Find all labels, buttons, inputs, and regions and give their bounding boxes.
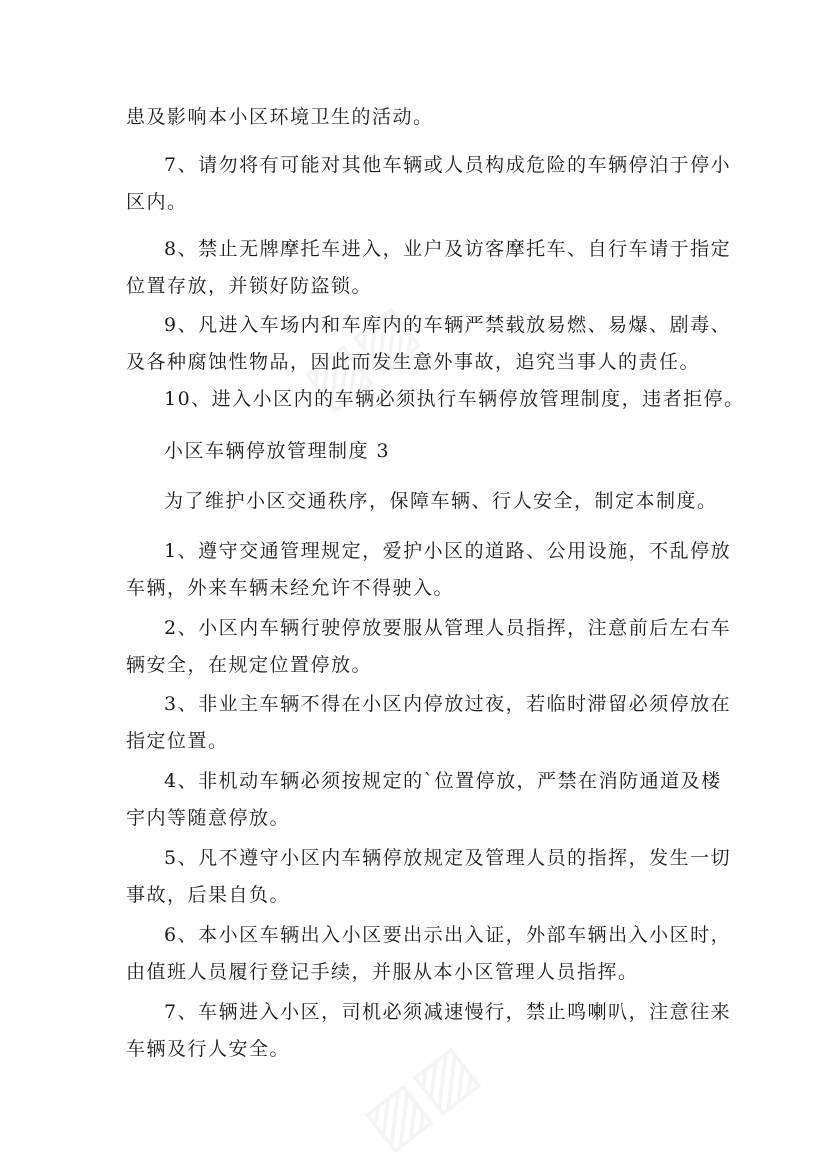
text-line: 9、凡进入车场内和车库内的车辆严禁载放易燃、易爆、剧毒、 <box>164 314 732 336</box>
text-line: 5、凡不遵守小区内车辆停放规定及管理人员的指挥，发生一切 <box>164 847 732 869</box>
paragraph-intro <box>126 483 726 520</box>
text-line: 辆安全，在规定位置停放。 <box>126 654 373 676</box>
text-line: 1、遵守交通管理规定，爱护小区的道路、公用设施，不乱停放 <box>164 540 732 562</box>
text-line: 8、禁止无牌摩托车进入，业户及访客摩托车、自行车请于指定 <box>164 238 732 260</box>
paragraph-rule-2 <box>126 610 732 684</box>
text-line: 患及影响本小区环境卫生的活动。 <box>126 106 434 128</box>
text-line: 7、车辆进入小区，司机必须减速慢行，禁止鸣喇叭，注意往来 <box>164 1001 732 1023</box>
text-line: 2、小区内车辆行驶停放要服从管理人员指挥，注意前后左右车 <box>164 617 732 639</box>
text-line: 事故，后果自负。 <box>126 884 291 906</box>
paragraph-continuation <box>126 99 726 136</box>
text-line: 车辆，外来车辆未经允许不得驶入。 <box>126 577 455 599</box>
text-line: 指定位置。 <box>126 730 229 752</box>
text-line: 车辆及行人安全。 <box>126 1038 291 1060</box>
text-line: 6、本小区车辆出入小区要出示出入证，外部车辆出入小区时， <box>164 924 732 946</box>
text-line: 及各种腐蚀性物品，因此而发生意外事故，追究当事人的责任。 <box>126 351 701 373</box>
paragraph-rule-5 <box>126 840 732 914</box>
paragraph-rule-1 <box>126 533 732 607</box>
text-line: 4、非机动车辆必须按规定的`位置停放，严禁在消防通道及楼 <box>164 770 722 792</box>
text-line: 宇内等随意停放。 <box>126 807 291 829</box>
paragraph-rule-6 <box>126 917 732 991</box>
section-heading <box>126 433 726 470</box>
text-line: 小区车辆停放管理制度 3 <box>164 440 391 462</box>
text-line: 为了维护小区交通秩序，保障车辆、行人安全，制定本制度。 <box>164 490 718 512</box>
paragraph-item-7 <box>126 147 732 221</box>
watermark: ▨▨ <box>290 290 431 424</box>
paragraph-item-9 <box>126 307 732 381</box>
watermark: ▨▨ <box>350 1030 491 1164</box>
text-line: 7、请勿将有可能对其他车辆或人员构成危险的车辆停泊于停小 <box>164 154 732 176</box>
text-line: 区内。 <box>126 191 188 213</box>
paragraph-rule-4 <box>126 763 726 837</box>
paragraph-item-10 <box>126 381 745 418</box>
paragraph-rule-7 <box>126 994 732 1068</box>
text-line: 3、非业主车辆不得在小区内停放过夜，若临时滞留必须停放在 <box>164 693 732 715</box>
text-line: 由值班人员履行登记手续，并服从本小区管理人员指挥。 <box>126 961 639 983</box>
paragraph-item-8 <box>126 231 732 305</box>
text-line: 位置存放，并锁好防盗锁。 <box>126 275 373 297</box>
text-line: 10、进入小区内的车辆必须执行车辆停放管理制度，违者拒停。 <box>164 388 745 410</box>
paragraph-rule-3 <box>126 686 732 760</box>
